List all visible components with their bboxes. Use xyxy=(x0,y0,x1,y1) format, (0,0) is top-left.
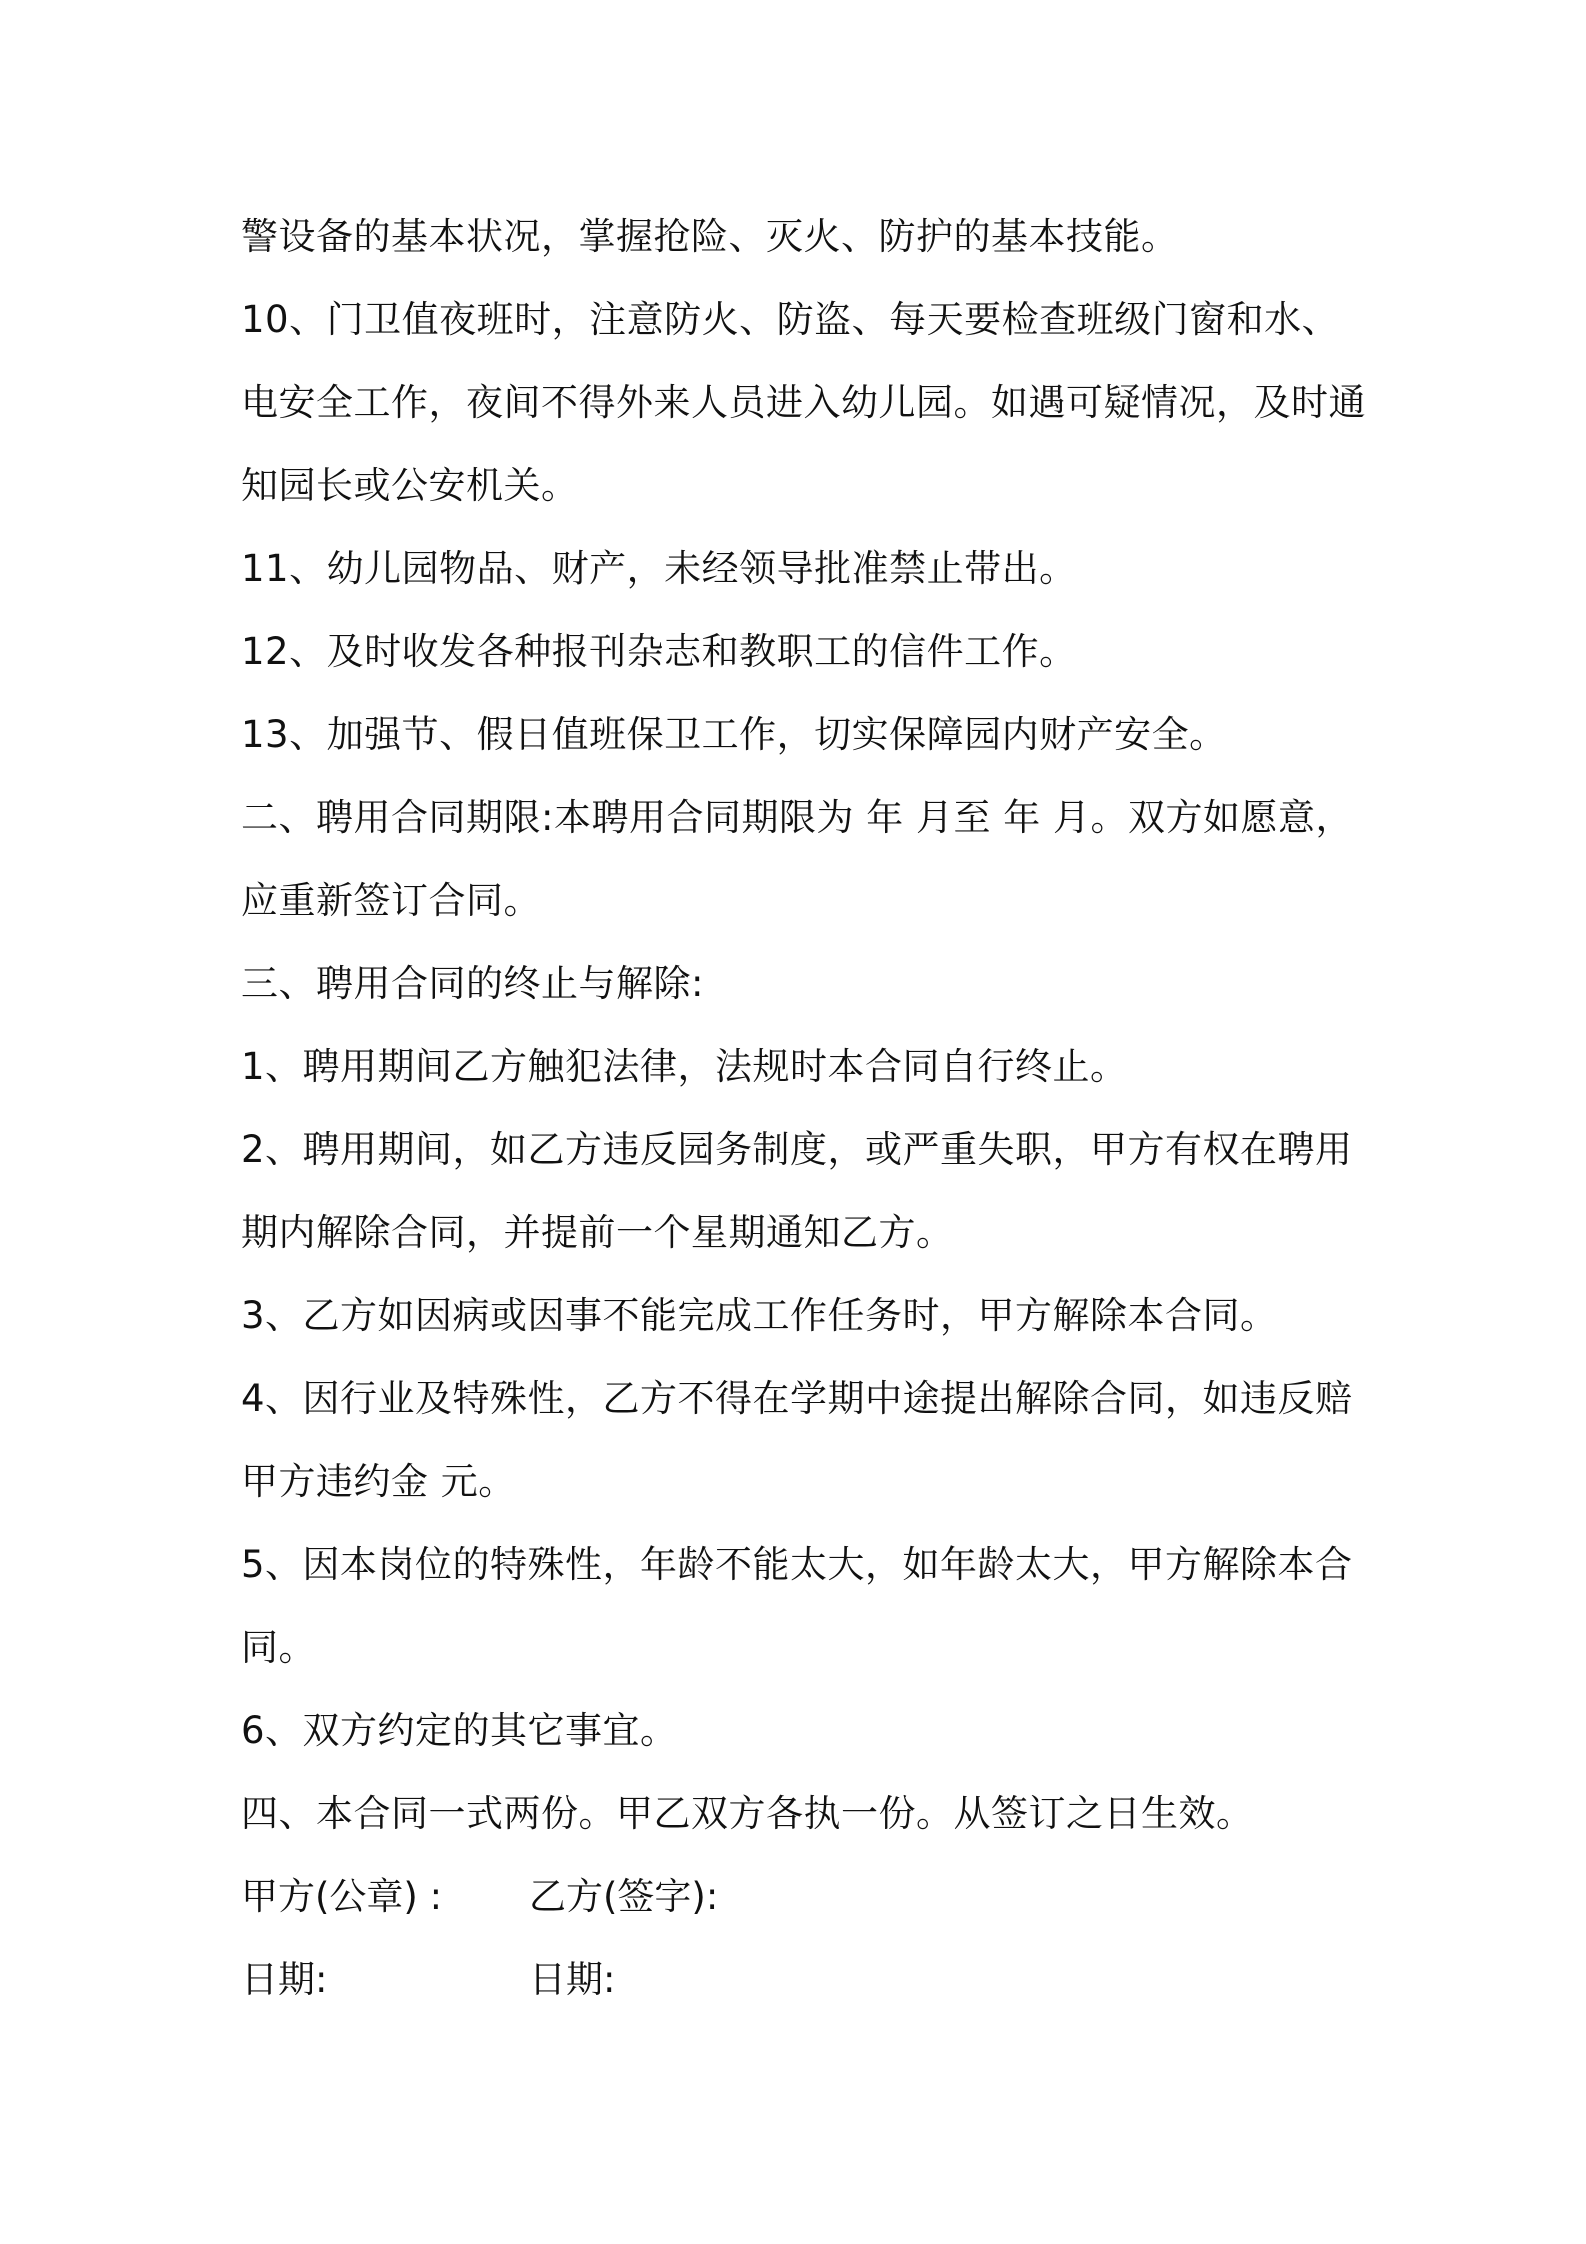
text-line: 期内解除合同，并提前一个星期通知乙方。 xyxy=(241,1211,954,1254)
text-line: 4、因行业及特殊性，乙方不得在学期中途提出解除合同，如违反赔 xyxy=(241,1377,1353,1420)
party-b-date-label: 日期: xyxy=(529,1958,616,2001)
section-heading: 三、聘用合同的终止与解除: xyxy=(241,962,704,1005)
text-line: 警设备的基本状况，掌握抢险、灭火、防护的基本技能。 xyxy=(241,215,1179,258)
text-line: 12、及时收发各种报刊杂志和教职工的信件工作。 xyxy=(241,630,1077,673)
contract-body xyxy=(241,195,1366,2021)
text-line: 四、本合同一式两份。甲乙双方各执一份。从签订之日生效。 xyxy=(241,1792,1254,1835)
text-line: 2、聘用期间，如乙方违反园务制度，或严重失职，甲方有权在聘用 xyxy=(241,1128,1353,1171)
signature-row xyxy=(241,1855,1361,1938)
text-line: 知园长或公安机关。 xyxy=(241,464,579,507)
party-b-sign-label: 乙方(签字): xyxy=(529,1875,719,1918)
text-line: 应重新签订合同。 xyxy=(241,879,541,922)
text-line: 甲方违约金 元。 xyxy=(241,1460,516,1503)
text-line: 3、乙方如因病或因事不能完成工作任务时，甲方解除本合同。 xyxy=(241,1294,1278,1337)
party-a-seal-label: 甲方(公章) : xyxy=(241,1875,443,1918)
text-line: 11、幼儿园物品、财产，未经领导批准禁止带出。 xyxy=(241,547,1077,590)
text-line: 5、因本岗位的特殊性，年龄不能太大，如年龄太大，甲方解除本合 xyxy=(241,1543,1353,1586)
party-a-date-label: 日期: xyxy=(241,1958,328,2001)
text-line: 10、门卫值夜班时，注意防火、防盗、每天要检查班级门窗和水、 xyxy=(241,298,1340,341)
text-line: 二、聘用合同期限:本聘用合同期限为 年 月至 年 月。双方如愿意， xyxy=(241,796,1354,839)
text-line: 13、加强节、假日值班保卫工作，切实保障园内财产安全。 xyxy=(241,713,1227,756)
text-line: 1、聘用期间乙方触犯法律，法规时本合同自行终止。 xyxy=(241,1045,1128,1088)
text-line: 6、双方约定的其它事宜。 xyxy=(241,1709,678,1752)
date-row xyxy=(241,1938,1361,2021)
text-line: 电安全工作，夜间不得外来人员进入幼儿园。如遇可疑情况，及时通 xyxy=(241,381,1366,424)
text-line: 同。 xyxy=(241,1626,316,1669)
